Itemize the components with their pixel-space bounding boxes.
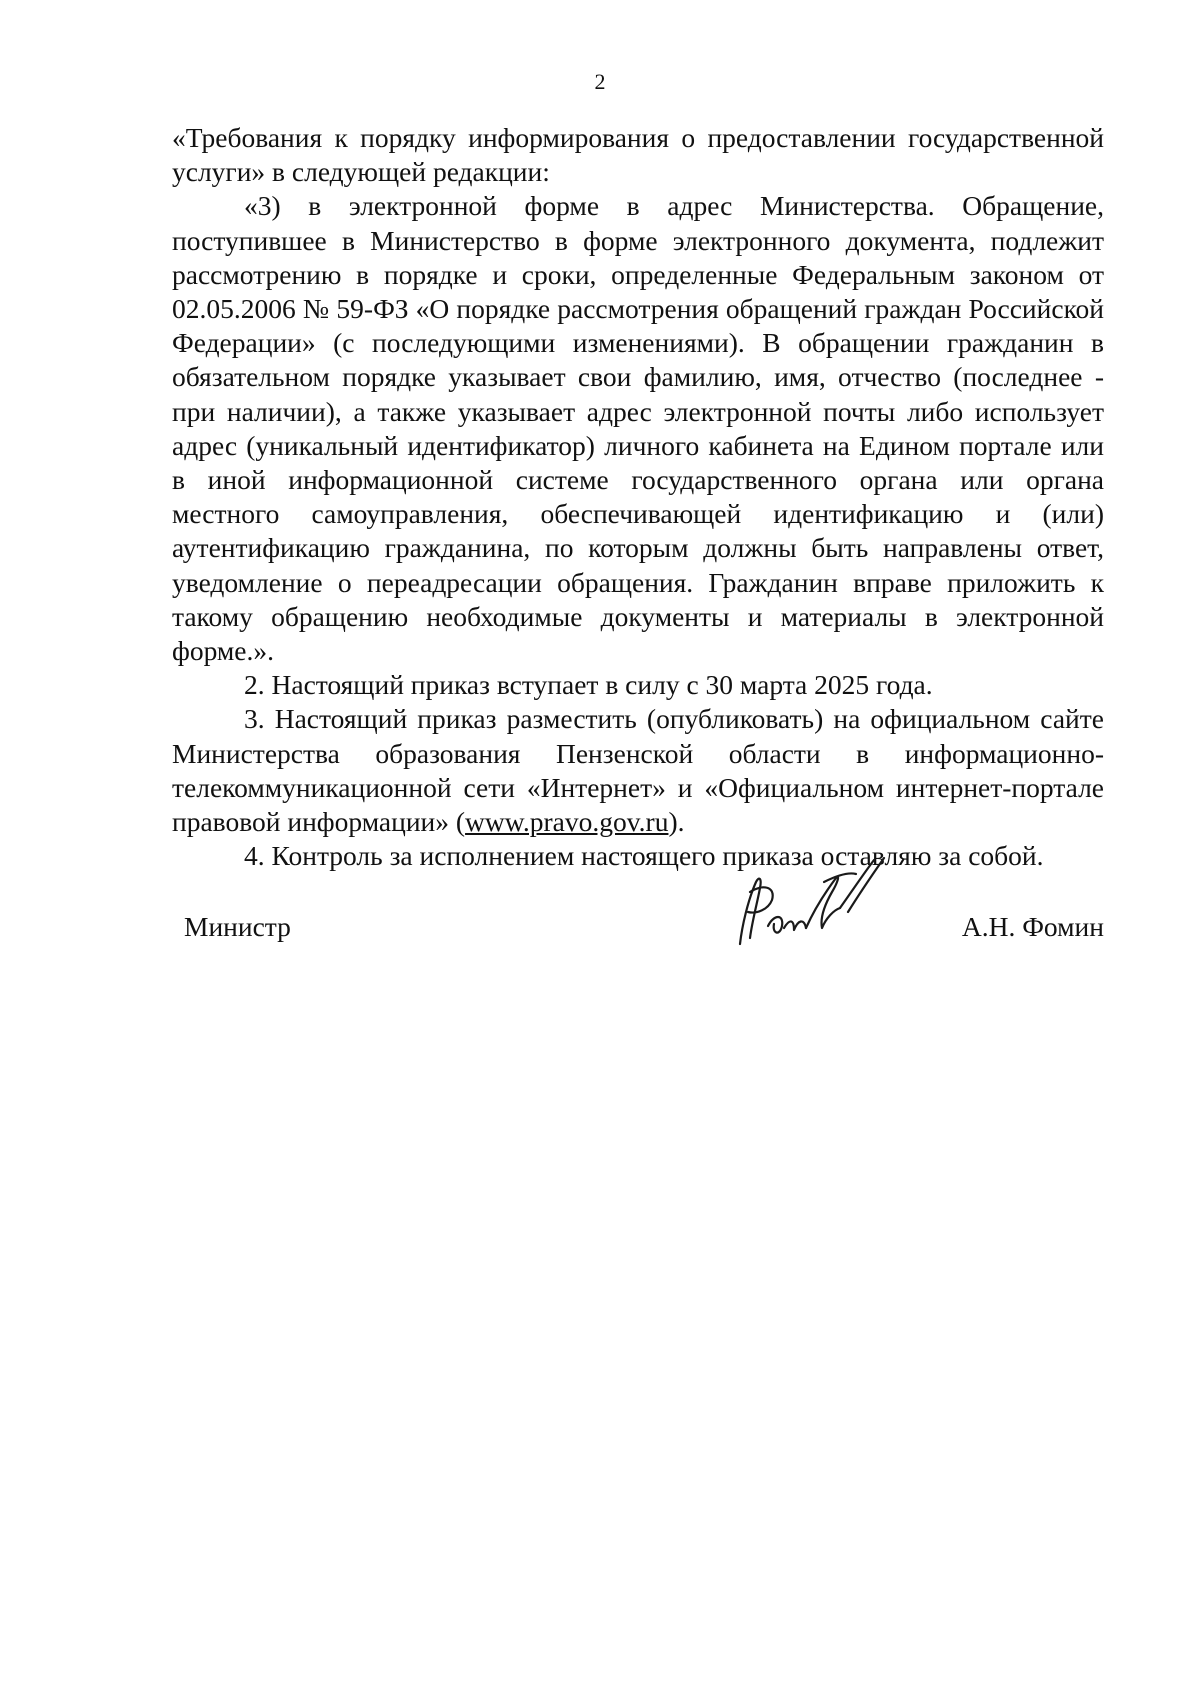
document-body [172,121,1104,873]
page-number: 2 [594,69,606,94]
paragraph-intro: «Требования к порядку информирования о предоставлении государственной услуги» в следующей редакции: [172,122,1104,188]
paragraph-3-text: 3. Настоящий приказ разместить (опубликовать) на официальном сайте Министерства образования Пензенской области в информационно-телекоммуникационной сети «Интернет» и «Официальном интернет-портале правовой информации» ( [172,703,1104,838]
paragraph-3-end: ). [668,806,685,838]
signatory-name: А.Н. Фомин [961,911,1104,942]
paragraph-4: 4. Контроль за исполнением настоящего приказа оставляю за собой. [244,840,1044,872]
paragraph-3 [172,702,1104,839]
paragraph-2: 2. Настоящий приказ вступает в силу с 30 марта 2025 года. [244,669,933,701]
pravo-link[interactable]: www.pravo.gov.ru [465,806,669,838]
signature-block [0,890,1200,950]
signatory-position: Министр [184,911,291,942]
handwritten-signature-icon [728,848,908,958]
paragraph-item-3: «3) в электронной форме в адрес Министерства. Обращение, поступившее в Министерство в форме электронного документа, подлежит рассмотрению в порядке и сроки, определенные Федеральным законом от 02.05.2006 № 59-ФЗ «О порядке рассмотрения обращений граждан Российской Федерации» (с последующими изменениями). В обращении гражданин в обязательном порядке указывает свои фамилию, имя, отчество (последнее - при наличии), а также указывает адрес электронной почты либо использует адрес (уникальный идентификатор) личного кабинета на Едином портале или в иной информационной системе государственного органа или органа местного самоуправления, обеспечивающей идентификацию и (или) аутентификацию гражданина, по которым должны быть направлены ответ, уведомление о переадресации обращения. Гражданин вправе приложить к такому обращению необходимые документы и материалы в электронной форме.». [172,190,1104,667]
